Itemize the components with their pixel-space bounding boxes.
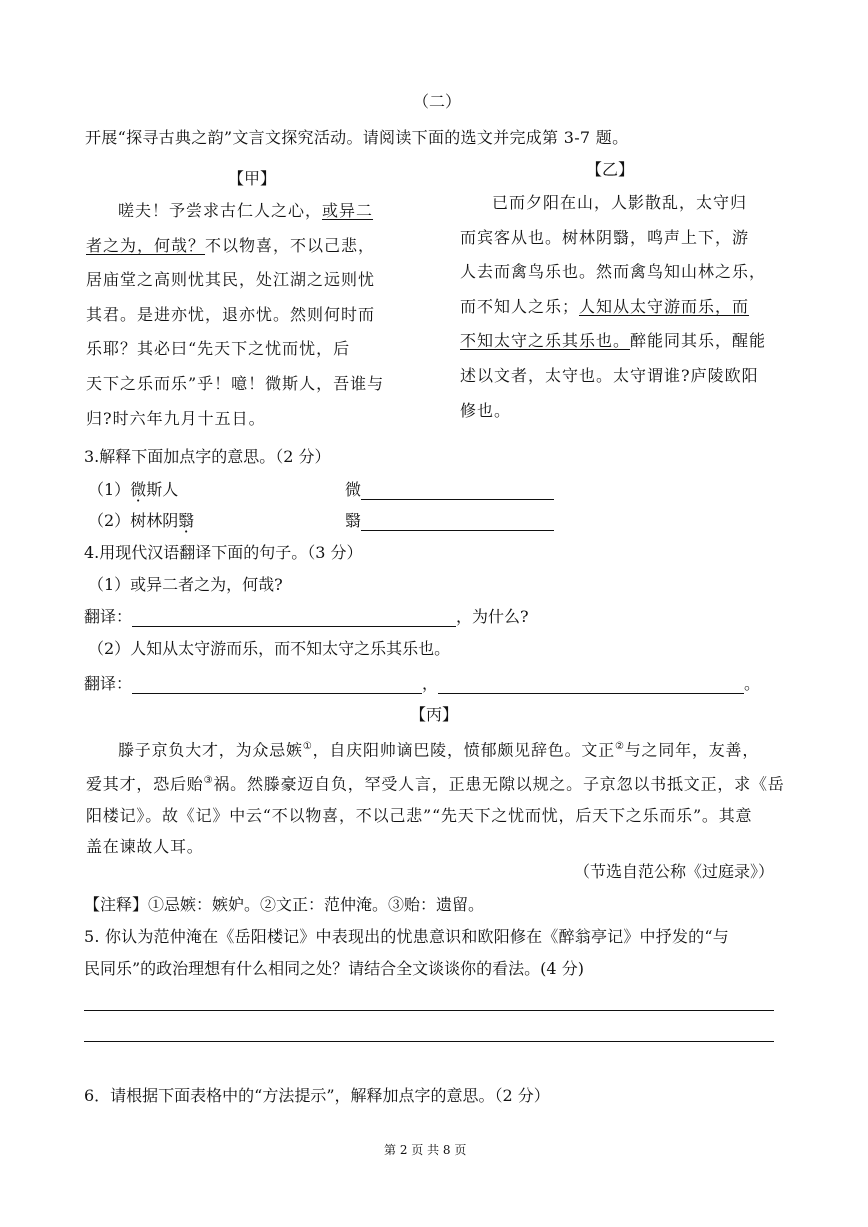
- q3-item-2-dotted-char: 翳: [178, 511, 195, 530]
- notes: 【注释】①忌嫉：嫉妒。②文正：范仲淹。③贻：遗留。: [84, 895, 485, 914]
- jia-line: [86, 263, 416, 298]
- jia-line: [86, 194, 416, 229]
- q5-answer-line-1[interactable]: [84, 1010, 774, 1011]
- q3-item-2-pre: 树林阴: [130, 511, 179, 530]
- bing-line-1-a: 滕子京负大才，为众忌嫉: [118, 740, 303, 760]
- q4-translate-1-tail: ，为什么?: [456, 607, 529, 626]
- yi-line: [460, 290, 790, 325]
- jia-line: [86, 367, 416, 402]
- jia-line: [86, 402, 416, 437]
- q3-answer-2: [345, 511, 554, 531]
- q4-sentence-2: （2）人知从太守游而乐，而不知太守之乐其乐也。: [88, 639, 451, 658]
- yi-line-text: 述以文者，太守也。太守谓谁?庐陵欧阳: [460, 365, 759, 385]
- q3-answer-2-blank[interactable]: [361, 512, 554, 531]
- q3-answer-1-char: 微: [345, 480, 362, 499]
- jia-line-text: 嗟夫！予尝求古仁人之心，: [118, 201, 323, 220]
- yi-line: [460, 221, 790, 256]
- yi-line-text: 人去而禽鸟乐也。然而禽鸟知山林之乐，: [460, 262, 767, 282]
- bing-line-1-b: ，自庆阳帅谪巴陵，愤郁颇见辞色。文正: [312, 740, 615, 760]
- footnote-mark-2: ②: [614, 741, 625, 752]
- yi-line: [460, 324, 790, 359]
- q3-item-2: [88, 511, 194, 531]
- yi-line-text: 而宾客从也。树林阴翳，鸣声上下，游: [460, 227, 750, 247]
- jia-line-text: 天下之乐而乐”乎！噫！微斯人，吾谁与: [86, 373, 385, 393]
- jia-line-text: 其君。是进亦忧，退亦忧。然则何时而: [86, 304, 376, 324]
- yi-line: [460, 359, 790, 394]
- yi-heading: 【乙】: [586, 160, 635, 179]
- jia-passage: [86, 194, 416, 436]
- yi-line-text: 醉能同其乐，醒能: [630, 331, 767, 351]
- q4-translate-1-blank[interactable]: [132, 608, 456, 627]
- jia-line-text: 乐耶？其必曰“先天下之忧而忧，后: [86, 339, 351, 359]
- q4-title: 4.用现代汉语翻译下面的句子。（3 分）: [84, 543, 363, 562]
- q5-line-2: 民同乐”的政治理想有什么相同之处？请结合全文谈谈你的看法。(4 分): [84, 959, 584, 978]
- jia-line: [86, 332, 416, 367]
- footnote-mark-3: ③: [203, 775, 214, 787]
- jia-line-text: 居庙堂之高则忧其民，处江湖之远则忧: [86, 270, 376, 290]
- q4-translate-2-blank-a[interactable]: [132, 675, 422, 694]
- q3-item-1-dotted-char: 微: [130, 480, 147, 499]
- bing-line-2-a: 爱其才，恐后贻: [86, 774, 204, 794]
- q4-translate-1-label: 翻译：: [84, 607, 133, 626]
- bing-line-3: 阳楼记》。故《记》中云“不以物喜，不以己悲”“先天下之忧而忧，后天下之乐而乐”。其意: [86, 805, 753, 825]
- q3-item-1-rest: 斯人: [146, 480, 179, 499]
- q3-item-2-num: （2）: [88, 511, 131, 530]
- yi-underlined-text: 不知太守之乐其乐也。: [460, 331, 631, 351]
- bing-line-2-b: 祸。然滕豪迈自负，罕受人言，正患无隙以规之。子京忽以书抵文正，求《岳: [213, 774, 785, 794]
- bing-passage: [86, 731, 786, 862]
- jia-line-text: 不以物喜，不以己悲，: [205, 235, 376, 255]
- q4-sentence-1: （1）或异二者之为，何哉?: [88, 575, 283, 594]
- jia-heading: 【甲】: [228, 169, 277, 188]
- yi-line-text: 而不知人之乐；: [460, 296, 580, 316]
- bing-source: （节选自范公称《过庭录》）: [574, 862, 775, 881]
- q5-line-1: 5. 你认为范仲淹在《岳阳楼记》中表现出的忧患意识和欧阳修在《醉翁亭记》中抒发的“与: [84, 927, 729, 946]
- bing-line-1: [86, 731, 786, 765]
- q4-translate-2-label: 翻译：: [84, 674, 133, 693]
- jia-line: [86, 229, 416, 264]
- jia-line-text: 归?时六年九月十五日。: [86, 408, 266, 428]
- q3-title: 3.解释下面加点字的意思。（2 分）: [84, 447, 331, 466]
- q4-translate-2-blank-b[interactable]: [438, 675, 744, 694]
- q3-item-1: [88, 480, 178, 500]
- yi-line: [460, 186, 790, 221]
- yi-line-text: 修也。: [460, 400, 512, 420]
- jia-underlined-text: 者之为，何哉？: [86, 235, 206, 255]
- yi-passage: [460, 186, 790, 428]
- q5-answer-line-2[interactable]: [84, 1041, 774, 1042]
- q6-title: 6．请根据下面表格中的“方法提示”，解释加点字的意思。（2 分）: [84, 1086, 550, 1105]
- q3-answer-1-blank[interactable]: [361, 481, 554, 500]
- q3-item-1-num: （1）: [88, 480, 131, 499]
- footnote-mark-1: ①: [302, 741, 313, 752]
- bing-line-1-c: 与之同年，友善，: [624, 740, 760, 760]
- yi-underlined-text: 人知从太守游而乐，而: [579, 296, 750, 316]
- bing-line-4: 盖在谏故人耳。: [86, 836, 204, 856]
- q3-answer-2-char: 翳: [345, 511, 362, 530]
- section-title: （二）: [413, 92, 462, 111]
- page-footer: 第 2 页 共 8 页: [384, 1143, 467, 1157]
- q4-translate-2-tail: 。: [744, 674, 761, 693]
- q4-translate-1: [84, 607, 529, 627]
- yi-line-text: 已而夕阳在山，人影散乱，太守归: [492, 193, 748, 212]
- jia-underlined-text: 或异二: [322, 201, 374, 220]
- yi-line: [460, 255, 790, 290]
- intro-text: 开展“探寻古典之韵”文言文探究活动。请阅读下面的选文并完成第 3-7 题。: [85, 128, 629, 147]
- yi-line: [460, 394, 790, 429]
- bing-line-2: [86, 765, 786, 799]
- q3-answer-1: [345, 480, 554, 500]
- q4-translate-2-mid: ，: [422, 674, 439, 693]
- bing-heading: 【丙】: [410, 705, 459, 724]
- jia-line: [86, 298, 416, 333]
- q4-translate-2: [84, 674, 760, 694]
